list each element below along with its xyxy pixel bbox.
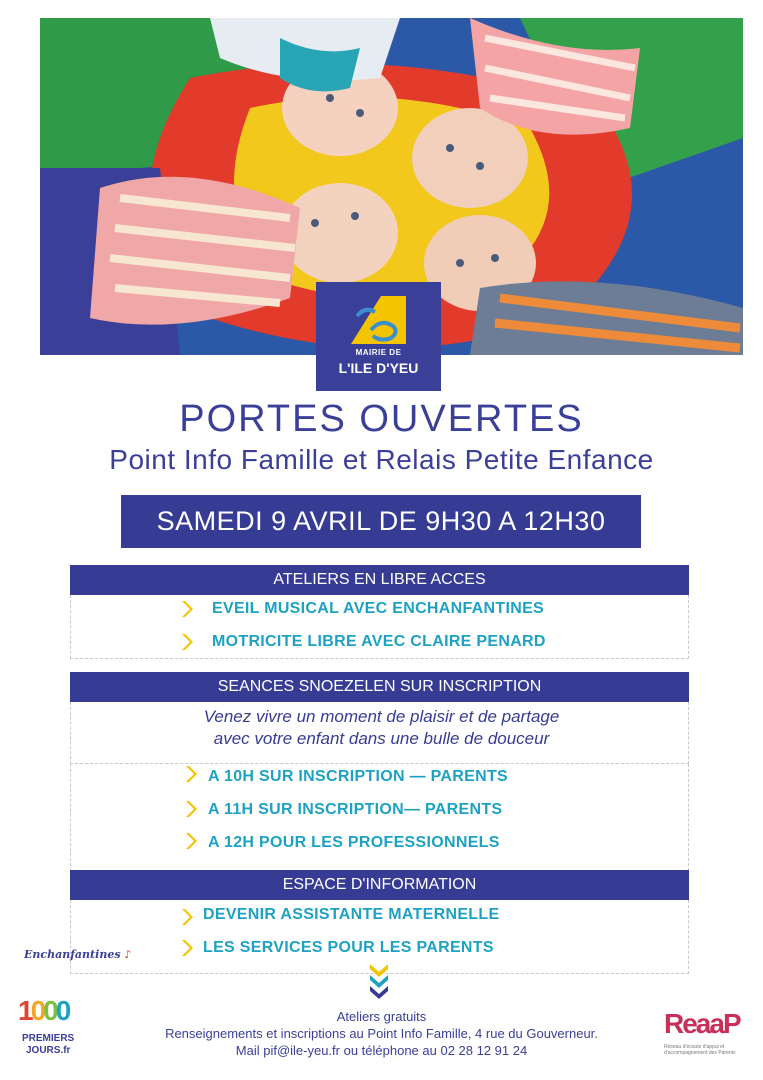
footer-line3: Mail pif@ile-yeu.fr ou téléphone au 02 28 12 91 24 bbox=[235, 1043, 528, 1058]
footer-line2: Renseignements et inscriptions au Point Info Famille, 4 rue du Gouverneur. bbox=[165, 1026, 598, 1041]
chevron-right-icon bbox=[180, 633, 194, 651]
chevron-right-icon bbox=[180, 939, 194, 957]
chevron-right-icon bbox=[184, 765, 198, 783]
list-item: A 10H SUR INSCRIPTION — PARENTS bbox=[208, 768, 509, 785]
list-item: MOTRICITE LIBRE AVEC CLAIRE PENARD bbox=[212, 633, 546, 650]
list-item: A 12H POUR LES PROFESSIONNELS bbox=[208, 834, 500, 851]
enchanfantines-logo bbox=[24, 948, 131, 961]
list-item: DEVENIR ASSISTANTE MATERNELLE bbox=[203, 906, 500, 923]
date-banner: SAMEDI 9 AVRIL DE 9H30 A 12H30 bbox=[121, 495, 641, 548]
chevron-down-icon bbox=[369, 963, 389, 1003]
list-item: A 11H SUR INSCRIPTION— PARENTS bbox=[208, 801, 503, 818]
mille-line1: PREMIERS bbox=[22, 1033, 75, 1044]
page-subtitle: Point Info Famille et Relais Petite Enfance bbox=[109, 444, 654, 475]
section-heading-ateliers: ATELIERS EN LIBRE ACCES bbox=[70, 565, 689, 595]
note-icon: ♪ bbox=[120, 948, 132, 961]
page-title: PORTES OUVERTES bbox=[179, 398, 584, 440]
chevron-right-icon bbox=[180, 600, 194, 618]
enchanfantines-wordmark: Enchanfantines bbox=[24, 948, 121, 961]
mille-premiers-jours-logo bbox=[18, 995, 98, 1055]
intro-line2: avec votre enfant dans une bulle de douceur bbox=[213, 729, 550, 748]
intro-line1: Venez vivre un moment de plaisir et de partage bbox=[203, 707, 560, 726]
chevron-right-icon bbox=[184, 800, 198, 818]
list-item: EVEIL MUSICAL AVEC ENCHANFANTINES bbox=[212, 600, 545, 617]
reaap-wordmark: ReaaP bbox=[664, 1008, 740, 1039]
mille-digits: 1000 bbox=[18, 995, 69, 1026]
logo-line1: MAIRIE DE bbox=[355, 348, 402, 357]
mairie-logo bbox=[316, 282, 441, 391]
ile-yeu-emblem-icon bbox=[351, 296, 406, 344]
section-heading-information: ESPACE D'INFORMATION bbox=[70, 870, 689, 900]
section-heading-snoezelen: SEANCES SNOEZELEN SUR INSCRIPTION bbox=[70, 672, 689, 702]
chevron-right-icon bbox=[184, 832, 198, 850]
logo-line2: L'ILE D'YEU bbox=[338, 360, 419, 376]
mille-line2: JOURS.fr bbox=[26, 1045, 71, 1056]
chevron-right-icon bbox=[180, 908, 194, 926]
reaap-logo bbox=[664, 1008, 744, 1063]
reaap-tagline: Réseau d'écoute d'appui et d'accompagnement des Parents bbox=[664, 1044, 736, 1056]
list-item: LES SERVICES POUR LES PARENTS bbox=[203, 939, 494, 956]
footer-line1: Ateliers gratuits bbox=[336, 1009, 427, 1024]
